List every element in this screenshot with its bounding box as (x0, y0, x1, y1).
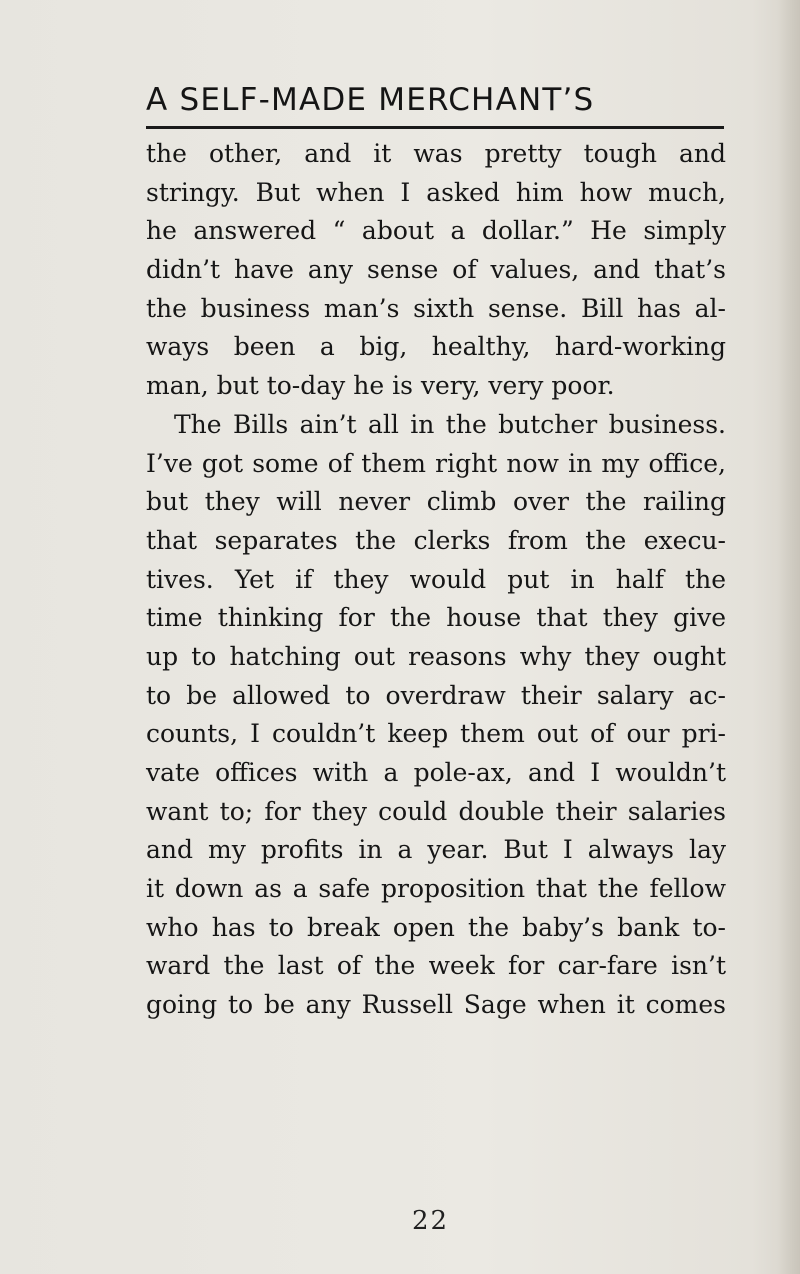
text-line: that separates the clerks from the execu- (146, 525, 726, 555)
text-line: man, but to-day he is very, very poor. (146, 371, 615, 401)
text-line: didn’t have any sense of values, and that’s (146, 255, 726, 285)
body-text (146, 135, 726, 1025)
text-line: tives. Yet if they would put in half the (146, 564, 726, 594)
text-line: up to hatching out reasons why they ought (146, 641, 726, 671)
running-head-rule (146, 126, 724, 129)
text-line: ways been a big, healthy, hard-working (146, 332, 726, 362)
text-line: going to be any Russell Sage when it comes (146, 990, 726, 1020)
text-line: want to; for they could double their salaries (146, 796, 726, 826)
text-line: vate offices with a pole-ax, and I wouldn’t (146, 758, 726, 787)
text-line: it down as a safe proposition that the fellow (146, 874, 726, 904)
text-line: I’ve got some of them right now in my office, (146, 448, 726, 478)
running-head: A SELF-MADE MERCHANT’S (146, 82, 595, 118)
text-line: The Bills ain’t all in the butcher business. (174, 409, 726, 439)
page-edge-shadow (778, 0, 800, 1274)
text-line: stringy. But when I asked him how much, (146, 177, 726, 207)
text-line: the other, and it was pretty tough and (146, 139, 726, 168)
text-line: counts, I couldn’t keep them out of our pri- (146, 719, 726, 749)
text-line: time thinking for the house that they give (146, 603, 726, 633)
text-line: but they will never climb over the railing (146, 487, 726, 517)
text-line: who has to break open the baby’s bank to- (146, 912, 726, 942)
text-line: to be allowed to overdraw their salary ac- (146, 680, 726, 710)
text-line: he answered “ about a dollar.” He simply (146, 216, 726, 246)
text-line: and my profits in a year. But I always lay (146, 835, 726, 865)
text-line: ward the last of the week for car-fare isn’t (146, 951, 726, 981)
text-line: the business man’s sixth sense. Bill has al- (146, 293, 726, 323)
page-number: 22 (412, 1206, 450, 1236)
